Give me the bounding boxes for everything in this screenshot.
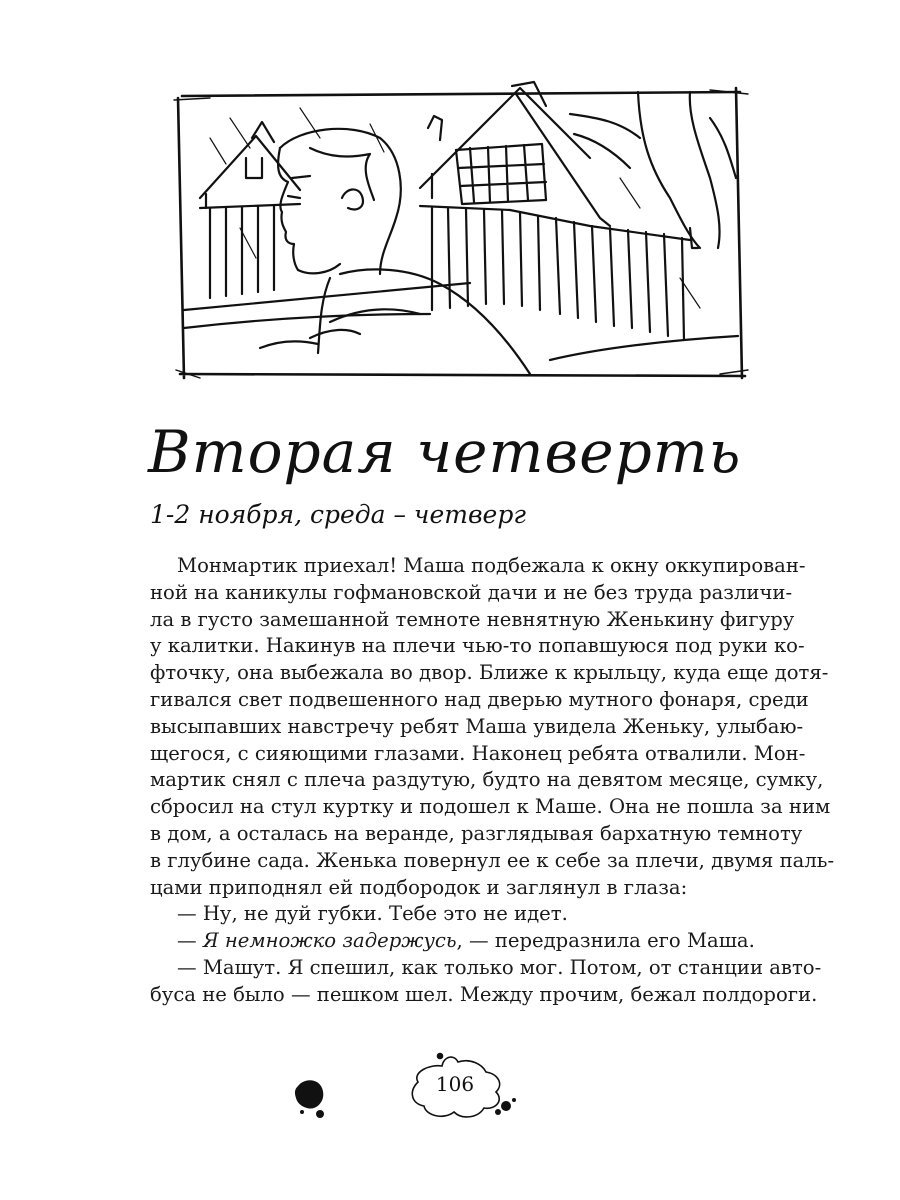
chapter-date: 1-2 ноября, среда – четверг (150, 500, 526, 529)
paragraph-line: фточку, она выбежала во двор. Ближе к крыльцу, куда еще дотя- (150, 661, 829, 685)
paragraph-line: сбросил на стул куртку и подошел к Маше. Она не пошла за ним (150, 795, 831, 819)
page-number: 106 (435, 1072, 475, 1096)
dialogue-rest: , — передразнила его Маша. (456, 929, 755, 953)
paragraph-line: щегося, с сияющими глазами. Наконец ребята отвалили. Мон- (150, 741, 806, 765)
dialogue-line: — Ну, не дуй губки. Тебе это не идет. (177, 902, 568, 926)
body-text (150, 553, 835, 1009)
paragraph-line: высыпавших навстречу ребят Маша увидела Женьку, улыбаю- (150, 714, 804, 738)
dialogue-line (150, 928, 767, 955)
chapter-title: Вторая четверть (148, 418, 742, 486)
page-number-badge (400, 1050, 510, 1125)
dialogue-dash: — (177, 929, 203, 953)
paragraph-line: ла в густо замешанной темноте невнятную Женькину фигуру (150, 607, 795, 631)
paragraph-line: у калитки. Накинув на плечи чью-то попавшуюся под руки ко- (150, 634, 805, 658)
paragraph-line: мартик снял с плеча раздутую, будто на девятом месяце, сумку, (150, 768, 824, 792)
paragraph-line: гивался свет подвешенного над дверью мутного фонаря, среди (150, 687, 809, 711)
ink-dots-icon (492, 1092, 522, 1122)
ink-blot-icon (290, 1076, 334, 1124)
chapter-illustration (170, 78, 750, 383)
house-fence-boy-illustration (170, 78, 750, 383)
paragraph-line: в дом, а осталась на веранде, разглядывая бархатную темноту (150, 821, 803, 845)
dialogue-line: — Машут. Я спешил, как только мог. Потом, от станции авто- (177, 955, 822, 979)
paragraph-line: ной на каникулы гофмановской дачи и не без труда различи- (150, 580, 793, 604)
paragraph-line: в глубине сада. Женька повернул ее к себе за плечи, двумя паль- (150, 848, 835, 872)
dialogue-line: буса не было — пешком шел. Между прочим, бежал полдороги. (150, 982, 818, 1006)
paragraph-line: цами приподнял ей подбородок и заглянул в глаза: (150, 875, 688, 899)
dialogue-italic: Я немножко задержусь (202, 929, 457, 953)
paragraph-line: Монмартик приехал! Маша подбежала к окну оккупирован- (177, 554, 806, 577)
